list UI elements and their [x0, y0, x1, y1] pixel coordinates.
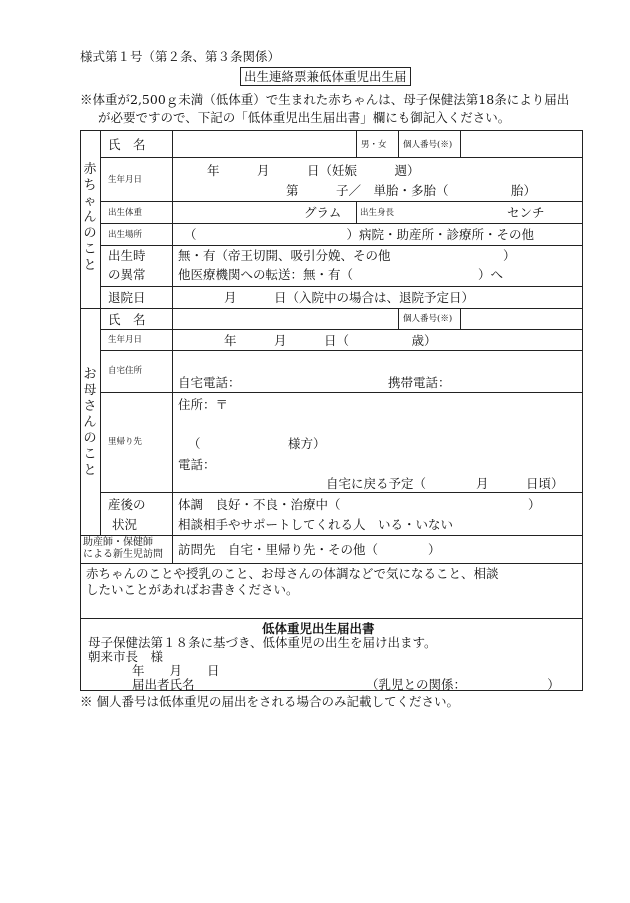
lbw-addressee: 朝来市長 様 [88, 649, 164, 664]
baby-weight-label: 出生体重 [108, 208, 143, 218]
baby-abnormality-label-1: 出生時 [108, 248, 146, 263]
notice-line-1: ※体重が2,500ｇ未満（低体重）で生まれた赤ちゃんは、母子保健法第18条により届出 [80, 92, 570, 107]
baby-place-label: 出生場所 [108, 230, 143, 240]
notice-line-2: が必要ですので、下記の「低体重児出生届出書」欄にも御記入ください。 [98, 110, 511, 125]
visit-destination[interactable]: 訪問先 自宅・里帰り先・その他（ ） [178, 542, 441, 557]
postpartum-condition[interactable]: 体調 良好・不良・治療中（ ） [178, 497, 541, 512]
postpartum-label-2: 状況 [112, 517, 138, 532]
baby-abnormality-row-1[interactable]: 無・有（帝王切開、吸引分娩、その他 ） [178, 248, 516, 263]
footnote: ※ 個人番号は低体重児の届出をされる場合のみ記載してください。 [80, 694, 459, 709]
mother-home-phone[interactable]: 自宅電話： [178, 375, 241, 390]
return-home-address[interactable]: 住所：〒 [178, 397, 229, 412]
baby-sex-options[interactable]: 男・女 [361, 140, 387, 150]
baby-abnormality-label-2: の異常 [108, 267, 146, 282]
baby-section-label: 赤ちゃんのこと [83, 162, 97, 273]
return-home-name[interactable]: （ 様方） [188, 436, 326, 451]
return-home-phone[interactable]: 電話： [178, 457, 216, 472]
mother-id-field[interactable] [462, 309, 581, 328]
visit-label-1: 助産師・保健師 [83, 537, 153, 548]
baby-birth-row-2[interactable]: 第 子／ 単胎・多胎（ 胎） [286, 183, 537, 198]
lbw-date[interactable]: 年 月 日 [132, 663, 220, 678]
visit-label-2: による新生児訪問 [83, 549, 163, 560]
postpartum-support[interactable]: 相談相手やサポートしてくれる人 いる・いない [178, 517, 454, 532]
mother-id-label: 個人番号(※) [403, 314, 453, 324]
mother-mobile-phone[interactable]: 携帯電話： [388, 375, 451, 390]
baby-id-field[interactable] [462, 131, 581, 156]
baby-id-label: 個人番号(※) [403, 140, 453, 150]
baby-abnormality-row-2[interactable]: 他医療機関への転送：無・有（ ）へ [178, 267, 504, 282]
baby-name-label: 氏 名 [108, 137, 146, 152]
baby-birth-label: 生年月日 [108, 175, 143, 185]
consult-line-1: 赤ちゃんのことや授乳のこと、お母さんの体調などで気になること、相談 [86, 566, 499, 581]
mother-name-field[interactable] [174, 309, 396, 328]
lbw-statement: 母子保健法第１８条に基づき、低体重児の出生を届け出ます。 [88, 635, 437, 650]
form-number: 様式第１号（第２条、第３条関係） [80, 49, 281, 64]
mother-birth-label: 生年月日 [108, 335, 143, 345]
baby-height-unit: センチ [507, 205, 545, 220]
lbw-applicant-name[interactable]: 届出者氏名 [132, 677, 195, 692]
mother-section-label: お母さんのこと [83, 367, 97, 478]
mother-birth-row[interactable]: 年 月 日（ 歳） [224, 333, 437, 348]
baby-discharge-label: 退院日 [108, 290, 146, 305]
baby-weight-unit: グラム [304, 205, 342, 220]
return-home-label: 里帰り先 [108, 437, 143, 447]
postpartum-label-1: 産後の [108, 497, 146, 512]
lbw-relationship[interactable]: （乳児との関係： ） [366, 677, 560, 692]
consult-field[interactable] [84, 598, 579, 616]
mother-address-label: 自宅住所 [108, 366, 143, 376]
form-title: 出生連絡票兼低体重児出生届 [240, 67, 411, 86]
lbw-title: 低体重児出生届出書 [262, 621, 375, 636]
baby-place-row[interactable]: （ ）病院・助産所・診療所・その他 [184, 227, 535, 242]
return-home-plan[interactable]: 自宅に戻る予定（ 月 日頃） [326, 476, 564, 491]
baby-birth-row-1[interactable]: 年 月 日（妊娠 週） [207, 163, 420, 178]
mother-name-label: 氏 名 [108, 312, 146, 327]
baby-name-field[interactable] [174, 131, 354, 156]
consult-line-2: したいことがあればお書きください。 [86, 582, 299, 597]
baby-discharge-row[interactable]: 月 日（入院中の場合は、退院予定日） [224, 290, 475, 305]
baby-height-label: 出生身長 [360, 208, 395, 218]
